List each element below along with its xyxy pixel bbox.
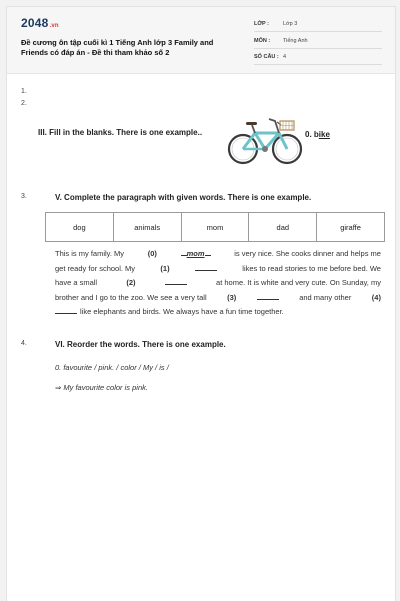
reorder-example: 0. favourite / pink. / color / My / is / [55,363,169,372]
word-bank-item: giraffe [340,222,361,232]
paragraph-line-3 [55,276,381,291]
meta-count-row [254,52,382,65]
blank-line [205,247,211,256]
meta-subject-row [254,36,382,49]
text-segment: have a small [55,278,98,287]
text-segment: likes to read stories to me before bed. We [242,263,381,273]
meta-subject-label: MÔN : [254,38,271,44]
word-bank-item: animals [114,213,182,241]
blank-1-line[interactable] [195,262,217,271]
text-segment: This is my family. My [55,249,125,258]
example-answer-fill: ike [318,130,330,139]
text-segment: get ready for school. My [55,263,136,273]
document-header [7,7,395,74]
document-title-line-2: Friends có đáp án - Đề thi tham khảo số 2 [21,48,170,57]
word-bank-item: dad [249,213,317,241]
blank-number-2: (2) [126,278,136,287]
example-answer-prefix: 0. b [305,130,319,139]
text-segment: at home. It is white and very cute. On Sunday, my [216,278,381,287]
word-bank-item: dog [46,213,114,241]
text-segment: brother and I go to the zoo. We see a very tall [55,292,207,302]
question-number-4: 4. [21,340,27,347]
blank-4-line[interactable] [55,305,77,314]
meta-class-row [254,19,382,32]
text-segment: like elephants and birds. We always have a fun time together. [80,307,284,316]
document-title [21,38,236,58]
paragraph-line-4 [55,291,381,306]
question-2-heading: III. Fill in the blanks. There is one example.. [38,128,203,137]
document-title-line-1: Đề cương ôn tập cuối kì 1 Tiếng Anh lớp 3 Family and [21,38,214,47]
meta-count-value: 4 [283,54,287,60]
question-number-2: 2. [21,100,27,107]
blank-number-3: (3) [227,292,237,302]
bicycle-icon [225,111,305,167]
page [6,6,396,601]
logo-text: 2048 [21,16,49,30]
word-bank [45,212,385,242]
reorder-example-answer: ⇒ My favourite color is pink. [55,383,148,392]
paragraph-line-5 [55,305,381,320]
blank-2-line[interactable] [165,276,187,285]
meta-class-value: Lớp 3 [283,21,298,27]
paragraph-line-1 [55,247,381,262]
meta-subject-value: Tiếng Anh [283,38,308,44]
blank-3-line[interactable] [257,291,279,300]
blank-number-0: (0) [147,249,157,258]
example-answer-bike [305,130,330,139]
question-3-heading: V. Complete the paragraph with given words. There is one example. [55,193,312,202]
example-blank [181,247,211,262]
text-segment: is very nice. She cooks dinner and helps me [234,249,381,258]
meta-class-label: LỚP : [254,21,269,27]
meta-count-label: SỐ CÂU : [254,54,279,60]
logo-suffix: .vn [49,23,59,29]
text-segment: and many other [299,292,352,302]
family-paragraph [55,247,381,320]
blank-number-4: (4) [371,292,381,302]
example-answer-mom: mom [186,249,205,258]
question-number-3: 3. [21,193,27,200]
question-4-heading: VI. Reorder the words. There is one example. [55,340,226,349]
question-number-1: 1. [21,88,27,95]
word-bank-item: mom [182,213,250,241]
blank-number-1: (1) [160,263,170,273]
site-logo[interactable] [21,16,59,30]
paragraph-line-2 [55,262,381,277]
